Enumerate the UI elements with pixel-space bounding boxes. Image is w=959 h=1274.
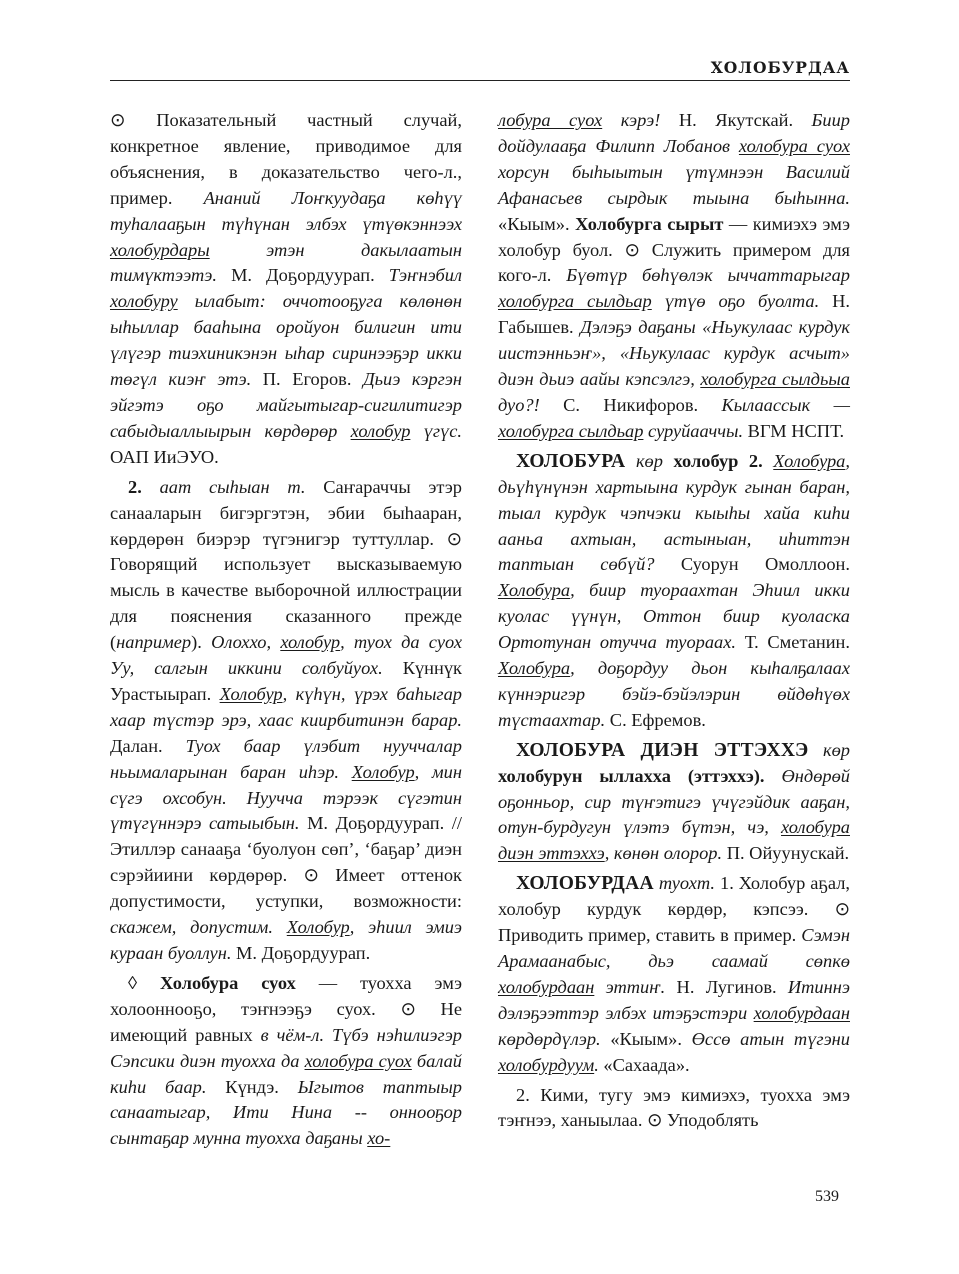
underline: Холобура bbox=[498, 580, 571, 601]
italic-text: , мин сүгэ охсобун. Нууччa тэрээк сүгэтин үтүгүннэрэ сатыыбын. bbox=[110, 761, 462, 834]
example-highlight bbox=[305, 1051, 412, 1071]
right-column bbox=[498, 108, 850, 1138]
italic-text: үгүс. bbox=[410, 420, 462, 441]
underline: холобура суох bbox=[304, 1050, 412, 1071]
entry-paragraph bbox=[498, 449, 850, 734]
plain-text: С. Ефремов. bbox=[609, 709, 706, 730]
bold-text: Холобурга сырыт bbox=[575, 213, 724, 234]
plain-text: — кимиэхэ эмэ холобур буол. ⊙ Служить примером для кого-л. bbox=[498, 213, 850, 286]
plain-text: Далан. bbox=[110, 735, 186, 756]
bold-text: холобур 2. bbox=[673, 450, 774, 471]
plain-text: Суорун Омоллоон. bbox=[680, 554, 850, 575]
entry-paragraph bbox=[110, 971, 462, 1152]
entry-paragraph bbox=[498, 738, 850, 868]
italic-text: хорсун быһыытын үтүмнээн Василий Афанасьев сырдык тыына быһынна. bbox=[498, 161, 850, 208]
example-highlight bbox=[739, 136, 850, 156]
plain-text: Күннүк Урастыырап. bbox=[110, 658, 462, 704]
plain-text: 1. Холобур аҕал, холобур курдук көрдөр, кэпсээ. ⊙ Приводить пример, ставить в пример. bbox=[498, 873, 851, 946]
italic-text: дуо?! bbox=[498, 394, 564, 415]
example-highlight bbox=[498, 110, 602, 130]
italic-text: Биир дойдулааҕа Филипп Лобанов bbox=[498, 110, 850, 156]
plain-text: Саҥараччы этэр санааларын бигэргэтэн, эбии быһааран, көрдөрөн биэрэр түгэнигэр туттуллар. ⊙ Говорящий использует высказываемую мысль в качестве выборочной иллюстрации для пояснения сказанного прежде ( bbox=[110, 476, 463, 653]
plain-text: М. Доҕордуурап. // Этиллэр санааҕа ‘буолуон сөп’, ‘баҕар’ диэн сэрэйиини көрдөрөр. ⊙ Имеет оттенок допустимости, уступки, возможности: bbox=[110, 813, 462, 912]
example-highlight bbox=[498, 658, 570, 678]
page-header bbox=[110, 52, 850, 81]
italic-text: аат сыһыан т. bbox=[159, 476, 324, 497]
plain-text: Н. Лугинов. bbox=[676, 976, 788, 997]
example-highlight bbox=[498, 977, 594, 997]
example-highlight bbox=[287, 917, 350, 937]
bold-text: холобурун ыллахха (эттэххэ). bbox=[498, 765, 782, 786]
headword: ХОЛОБУРДАА bbox=[516, 873, 654, 895]
headword: ХОЛОБУРА ДИЭН ЭТТЭХХЭ bbox=[516, 739, 809, 761]
example-highlight bbox=[700, 369, 850, 389]
italic-text: туохт. bbox=[653, 873, 720, 894]
italic-text: Итиннэ дэлэҕээттэр элбэх итэҕэстэри bbox=[498, 976, 850, 1023]
italic-text: көрдөрдүлэр. bbox=[498, 1028, 611, 1049]
italic-text: ылабыт: оччотооҕуга көлөнөн ыһыллар бааһына оройуон билигин ити үлүгэр тиэхиникэнэн ыһар сиринээҕэр икки төгүл киэҥ этэ. bbox=[110, 291, 462, 390]
plain-text: ⊙ Показательный частный случай, конкретное явление, приводимое для объяснения, в доказательство чего-л., пример. bbox=[110, 110, 462, 208]
italic-text: Ыгытов таптыыр санаатыгар, Ити Нина -- оннооҕор сынтаҕар мунна туохха даҕаны bbox=[110, 1076, 462, 1149]
example-highlight bbox=[220, 684, 283, 704]
underline: хо- bbox=[367, 1128, 391, 1149]
left-column bbox=[110, 108, 462, 1156]
headword: ХОЛОБУРА bbox=[516, 450, 626, 472]
italic-text: , көнөн олорор. bbox=[604, 843, 727, 864]
underline: холобурга сылдьар bbox=[498, 420, 644, 441]
example-highlight bbox=[498, 291, 652, 311]
underline: холобурдаан bbox=[753, 1002, 850, 1023]
plain-text: Н. Габышев. bbox=[498, 291, 851, 338]
italic-text: Өндөрөй оҕонньор, сир түҥэтигэ үчүгэйдик ааҕан, отун-бурдугун үлэтэ бүтэн, чэ, bbox=[498, 765, 850, 838]
example-highlight bbox=[498, 1055, 594, 1075]
italic-text: Ананий Лоҥкуудаҕа көһүү туһалааҕын түһүнан элбэх үтүөкэннээх bbox=[110, 187, 462, 234]
plain-text: М. Доҕордуурап. bbox=[236, 943, 371, 963]
example-highlight bbox=[498, 421, 643, 441]
plain-text: П. Ойуунускай. bbox=[726, 843, 850, 864]
italic-text: Тэҥнэбил bbox=[388, 265, 462, 286]
plain-text: ВГМ НСПТ. bbox=[747, 420, 845, 441]
underline: холобура суох bbox=[738, 135, 850, 156]
plain-text: ОАП ИиЭУО. bbox=[110, 446, 219, 467]
underline: Холобур bbox=[351, 761, 415, 782]
entry-paragraph bbox=[110, 475, 462, 967]
italic-text: , доҕордуу дьон кыһалҕалаах күннэригэр бэйэ-бэйэлэрин өйдөһүөх түстаахтар. bbox=[498, 658, 850, 730]
example-highlight bbox=[367, 1128, 390, 1148]
page-number: 539 bbox=[815, 1188, 839, 1205]
underline: холобурдары bbox=[110, 239, 210, 260]
plain-text: ). bbox=[191, 632, 212, 653]
italic-text: көр bbox=[808, 739, 850, 760]
italic-text: , эһиил эмиэ кураан буоллун. bbox=[110, 917, 462, 963]
bold-text: Холобура суох bbox=[160, 972, 296, 993]
entry-paragraph bbox=[498, 871, 850, 1078]
example-highlight bbox=[280, 632, 340, 652]
plain-text: Н. Якутскай. bbox=[678, 110, 812, 130]
italic-text: , туох да суох Уу, салгын иккини солбуйуох. bbox=[110, 632, 462, 679]
underline: лобура суох bbox=[498, 110, 603, 130]
plain-text: ◊ bbox=[128, 972, 160, 993]
plain-text: П. Егоров. bbox=[262, 369, 363, 390]
italic-text: балай киһи баар. bbox=[110, 1050, 462, 1097]
italic-text: , күһүн, үрэх баһыгар хаар түстэр эрэ, хаас киирбитинэн барар. bbox=[110, 683, 462, 730]
entry-paragraph bbox=[110, 108, 462, 471]
italic-text: в чём-л. bbox=[260, 1024, 333, 1045]
italic-text: . bbox=[594, 1054, 604, 1075]
italic-text: Өссө атын түгэни bbox=[691, 1028, 850, 1049]
underline: холобуру bbox=[110, 291, 178, 312]
plain-text: — туохха эмэ холооннооҕо, тэҥнээҕэ суох. ⊙ Не имеющий равных bbox=[110, 972, 462, 1045]
italic-text: этэн дакылаатын тимүктээтэ. bbox=[110, 239, 462, 286]
underline: холобурга сылдьар bbox=[498, 291, 652, 312]
italic-text: , биир туораахтан Эһиил икки куолас үүнүн, Оттон биир куоласка Ортотунан отучча туораах. bbox=[498, 580, 850, 653]
italic-text: Дэлэҕэ даҕаны «Ньукулаас курдук иистэнньэҥ», «Ньукулаас курдук асчыт» диэн дьиэ аайы кэпсэлгэ, bbox=[498, 317, 850, 390]
italic-text: суруйааччы. bbox=[643, 420, 748, 441]
bold-text: 2. bbox=[128, 476, 160, 497]
underline: Холобур bbox=[286, 917, 350, 938]
example-highlight bbox=[754, 1003, 850, 1023]
italic-text: Туох баар үлэбит нууччалар ньымаларынан баран иһэр. bbox=[110, 735, 462, 782]
underline: Холобура bbox=[498, 658, 571, 679]
underline: холобурдаан bbox=[498, 976, 595, 997]
plain-text: Т. Сметанин. bbox=[744, 632, 850, 653]
underline: холобур bbox=[280, 632, 341, 653]
italic-text: Бүөтүр бөһүөлэк ыччаттарыгар bbox=[566, 265, 850, 286]
underline: холобурга сылдьыа bbox=[700, 369, 850, 390]
italic-text: көр bbox=[625, 450, 674, 471]
example-highlight bbox=[352, 762, 415, 782]
italic-text: Кылаассык — bbox=[721, 394, 850, 415]
italic-text: эттиҥ. bbox=[594, 976, 677, 997]
plain-text: Күндэ. bbox=[225, 1076, 298, 1097]
example-highlight bbox=[351, 421, 411, 441]
entry-paragraph bbox=[498, 1083, 850, 1135]
example-highlight bbox=[773, 451, 845, 471]
italic-text: , дьүһүнүнэн хартыына курдук гынан баран, тыал курдук чэпчэки кыыһы хайа киһи ааньа ахтыан, астыныан, иһиттэн таптыан сөбүй? bbox=[498, 450, 850, 575]
italic-text: үтүө оҕо буолта. bbox=[651, 291, 833, 312]
entry-paragraph bbox=[498, 108, 850, 445]
underline: холобура диэн эттэххэ bbox=[498, 817, 850, 864]
plain-text: «Кыым». bbox=[610, 1028, 692, 1049]
italic-text: Түбэ нэһилиэгэр Сэпсики диэн туохха да bbox=[110, 1024, 463, 1071]
example-highlight bbox=[498, 580, 570, 600]
italic-text: Сэмэн Арамаанабыс, дьэ саамай сөпкө bbox=[498, 925, 850, 971]
plain-text: 2. Кими, тугу эмэ кимиэхэ, туохха эмэ тэҥнээ, ханыылаа. ⊙ Уподоблять bbox=[498, 1084, 850, 1131]
underline: холобур bbox=[350, 420, 411, 441]
underline: холобурдуум bbox=[498, 1054, 595, 1075]
plain-text: «Кыым». bbox=[498, 213, 576, 234]
italic-text: Олоххо, bbox=[211, 632, 281, 653]
italic-text: Дьиэ кэргэн эйгэтэ оҕо майгытыгар-сигилитигэр сабыдыаллыырын көрдөрөр bbox=[110, 369, 462, 441]
plain-text: М. Доҕордуурап. bbox=[231, 265, 389, 286]
underline: Холобур bbox=[219, 683, 283, 704]
italic-text: например bbox=[116, 632, 192, 653]
running-head: ХОЛОБУРДАА bbox=[710, 58, 850, 77]
italic-text: скажем, допустим. bbox=[110, 917, 287, 938]
italic-text: кэрэ! bbox=[602, 110, 679, 130]
example-highlight bbox=[110, 291, 178, 311]
example-highlight bbox=[110, 240, 210, 260]
plain-text: С. Никифоров. bbox=[563, 394, 722, 415]
plain-text: «Сахаада». bbox=[603, 1054, 690, 1075]
underline: Холобура bbox=[773, 450, 846, 471]
